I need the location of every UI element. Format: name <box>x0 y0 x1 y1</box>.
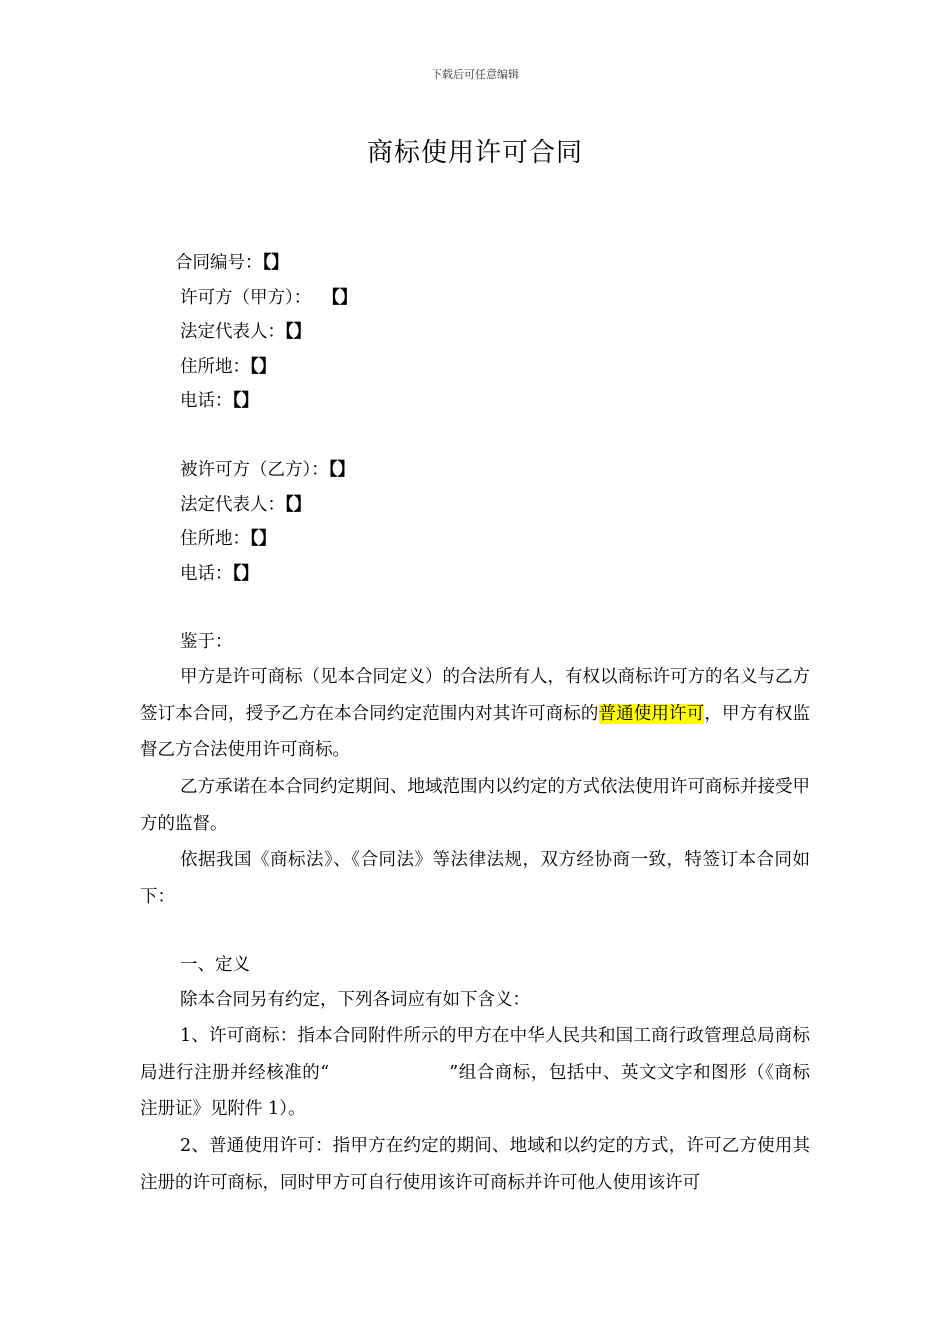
licensee-rep-field <box>180 494 311 516</box>
licensee-address-label: 住所地： <box>180 529 250 549</box>
contract-number-value: 【】 <box>262 253 289 273</box>
licensor-phone-label: 电话： <box>180 391 233 411</box>
licensee-rep-label: 法定代表人： <box>180 495 285 515</box>
definition-item-2: 2、普通使用许可：指甲方在约定的期间、地域和以约定的方式，许可乙方使用其注册的许可商标，同时甲方可自行使用该许可商标并许可他人使用该许可 <box>140 1136 810 1193</box>
document-title: 商标使用许可合同 <box>366 138 583 168</box>
licensee-address-value: 【】 <box>250 529 277 549</box>
licensee-value: 【】 <box>328 460 355 480</box>
licensor-heading <box>180 287 357 309</box>
highlighted-term: 普通使用许可 <box>598 703 705 724</box>
licensee-phone-label: 电话： <box>180 564 233 584</box>
licensor-phone-field <box>180 390 259 412</box>
licensee-heading <box>180 459 355 481</box>
definition-item-1 <box>140 1018 810 1128</box>
definition-1-text-before: 1、许可商标：指本合同附件所示的甲方在中华人民共和国工商行政管理总局商标局进行注册并经核准的“ <box>140 1026 810 1083</box>
licensee-phone-value: 【】 <box>232 564 259 584</box>
licensee-phone-field <box>180 563 259 585</box>
licensor-rep-label: 法定代表人： <box>180 322 285 342</box>
contract-number-label: 合同编号： <box>175 253 263 273</box>
licensee-address-field <box>180 528 276 550</box>
section-1-heading: 一、定义 <box>180 955 250 975</box>
licensor-rep-value: 【】 <box>285 322 312 342</box>
section-1-intro: 除本合同另有约定，下列各词应有如下含义： <box>180 990 530 1010</box>
licensee-label: 被许可方（乙方）： <box>180 460 329 480</box>
whereas-p1-text-before: 甲方是许可商标（见本合同定义）的合法所有人，有权以商标许可方的名义与乙方签订本合同，授予乙方在本合同约定范围内对其许可商标的 <box>140 667 810 724</box>
licensor-address-label: 住所地： <box>180 357 250 377</box>
whereas-paragraph-1 <box>140 659 810 769</box>
whereas-paragraph-3: 依据我国《商标法》、《合同法》等法律法规，双方经协商一致，特签订本合同如下： <box>140 850 810 907</box>
contract-number-field <box>175 252 289 274</box>
licensor-value: 【】 <box>322 288 358 308</box>
licensor-label: 许可方（甲方）： <box>180 288 312 308</box>
licensee-rep-value: 【】 <box>285 495 312 515</box>
whereas-heading: 鉴于： <box>180 632 233 652</box>
licensor-address-field <box>180 356 276 378</box>
definition-1-text-after: ”组合商标，包括中、英文文字和图形（《商标注册证》见附件 1）。 <box>140 1062 810 1119</box>
licensor-rep-field <box>180 321 311 343</box>
licensor-address-value: 【】 <box>250 357 277 377</box>
whereas-p1-text-after: ，甲方有权监督乙方合法使用许可商标。 <box>140 703 811 760</box>
header-note: 下载后可任意编辑 <box>431 68 519 81</box>
licensor-phone-value: 【】 <box>232 391 259 411</box>
whereas-paragraph-2: 乙方承诺在本合同约定期间、地域范围内以约定的方式依法使用许可商标并接受甲方的监督。 <box>140 777 810 834</box>
